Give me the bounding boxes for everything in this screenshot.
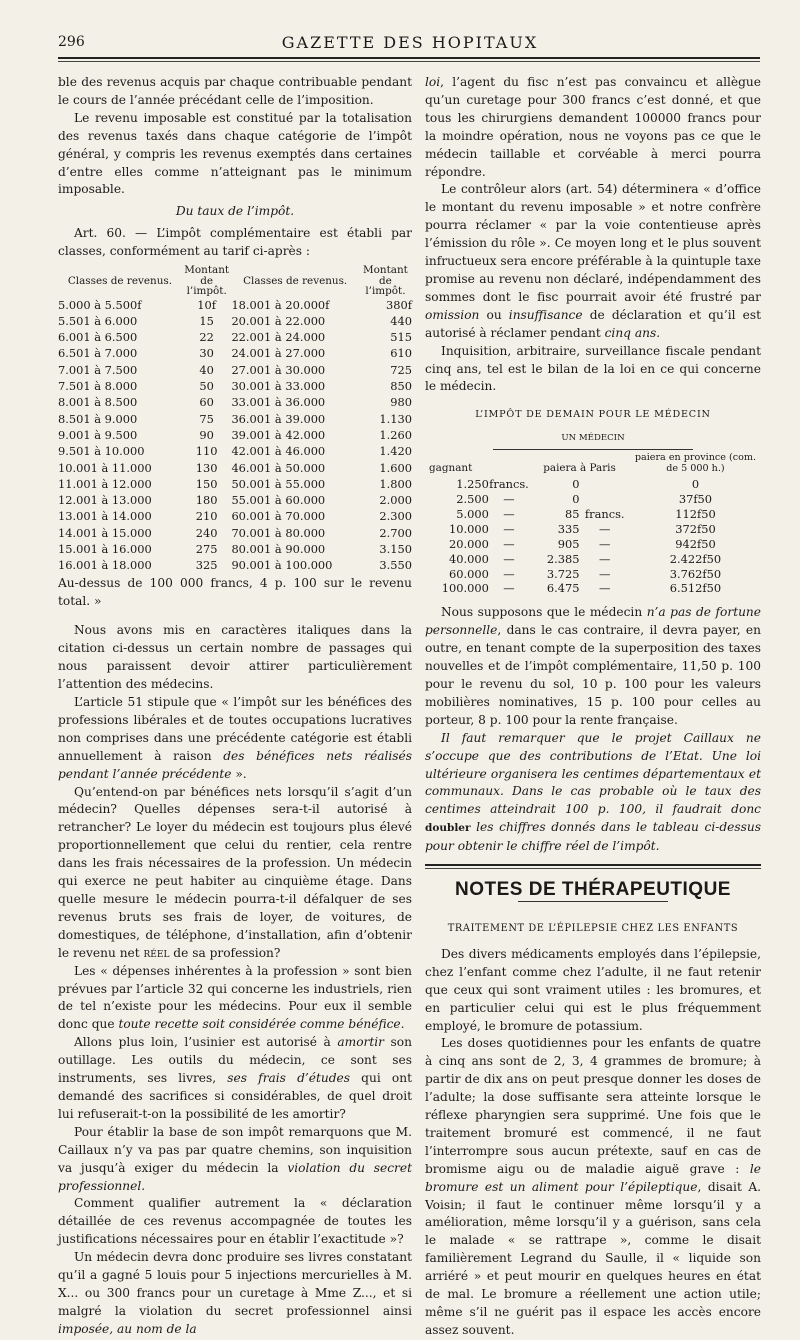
table-cell: 110 bbox=[195, 444, 218, 459]
table-cell: 37f50 bbox=[678, 492, 713, 507]
text: Les doses quotidiennes pour les enfants de quatre à cinq ans sont de 2, 3, 4 grammes de bromure; à partir de dix ans on peut presque donner les doses de l’adulte; la dose suffisante sera atteinte lorsque le réflexe pharyngien sera supprimé. Une fois que le traitement bromuré est commencé, il ne faut l’interrompre sous aucun prétexte, sauf en cas de bromisme aigu ou de maladie aiguë grave : bbox=[425, 1036, 761, 1176]
text: Allons plus loin, l’usinier est autorisé à bbox=[74, 1035, 338, 1050]
table-cell: 8.501 à 9.000 bbox=[58, 411, 138, 426]
smallcaps-text: réel bbox=[143, 945, 170, 960]
table-cell: 372f50 bbox=[675, 521, 716, 536]
paragraph: Inquisition, arbitraire, surveillance fiscale pendant cinq ans, tel est le bilan de la loi en ce qui concerne le médecin. bbox=[425, 343, 761, 394]
table-row bbox=[58, 476, 412, 492]
table-cell: 1.130 bbox=[379, 411, 412, 426]
table-row bbox=[58, 329, 412, 345]
table-cell: 39.001 à 42.000 bbox=[231, 427, 326, 442]
paragraph bbox=[425, 604, 761, 729]
paragraph bbox=[58, 1124, 412, 1196]
table-cell: 12.001 à 13.000 bbox=[58, 493, 152, 508]
table-row bbox=[58, 557, 412, 573]
table-cell: 6.512f50 bbox=[669, 581, 722, 596]
table-cell: 130 bbox=[195, 460, 218, 475]
table-row bbox=[58, 525, 412, 541]
table-cell: — bbox=[599, 566, 611, 581]
doc-table-title: L’IMPÔT DE DEMAIN POUR LE MÉDECIN bbox=[475, 409, 711, 421]
table-cell: — bbox=[503, 566, 515, 581]
header-rule-thin bbox=[58, 61, 760, 62]
table-row bbox=[58, 362, 412, 378]
table-row bbox=[425, 507, 761, 522]
paragraph bbox=[58, 784, 412, 963]
table-cell: 850 bbox=[390, 379, 412, 394]
table-cell: 3.725 bbox=[546, 566, 580, 581]
italic-text: toute recette soit considérée comme bénéfice. bbox=[118, 1017, 405, 1032]
running-title: GAZETTE DES HOPITAUX bbox=[281, 33, 539, 52]
text: ou bbox=[479, 307, 509, 322]
paragraph bbox=[58, 694, 412, 784]
paragraph bbox=[58, 963, 412, 1035]
header-rule bbox=[58, 57, 760, 59]
table-cell: 40 bbox=[199, 362, 214, 377]
table-cell: 6.475 bbox=[546, 581, 580, 596]
paragraph bbox=[58, 1249, 412, 1339]
italic-text: loi bbox=[425, 75, 441, 89]
italic-text: imposée, au nom de la bbox=[58, 1321, 197, 1336]
table-cell: 380f bbox=[386, 297, 412, 312]
table-cell: 5.000 à 5.500f bbox=[58, 297, 142, 312]
table-cell: 20.001 à 22.000 bbox=[231, 313, 326, 328]
table-row bbox=[58, 460, 412, 476]
table-row bbox=[425, 537, 761, 552]
italic-text: omission bbox=[425, 307, 480, 322]
table-cell: 1.250 bbox=[456, 477, 489, 492]
header-cell: Montant de l’impôt. bbox=[184, 264, 230, 298]
doc-table-header bbox=[425, 452, 761, 477]
text: Il faut remarquer que le projet Caillaux ne s’occupe que des contributions de l’Etat. Une loi ultérieure organisera les centimes départementaux et communaux. Dans le cas probable où le taux des centimes atteindrait 100 p. 100, il faudrait donc bbox=[425, 730, 761, 817]
doc-table-subtitle: UN MÉDECIN bbox=[561, 433, 625, 444]
table-row bbox=[58, 411, 412, 427]
text: Le contrôleur alors (art. 54) déterminera « d’office le montant du revenu imposable » et notre confrère pourra réclamer « par la voie contentieuse après l’émission du rôle ». Ce moyen long et le plus souvent infructueux sera encore préférable à la quintuple taxe promise au revenu non déclaré, indépendamment des sommes dont le fisc pourrait avoir été frustré par bbox=[425, 182, 761, 304]
table-row bbox=[58, 541, 412, 557]
table-cell: — bbox=[503, 536, 515, 551]
doc-table bbox=[425, 452, 761, 596]
table-cell: 6.001 à 6.500 bbox=[58, 330, 138, 345]
table-cell: 2.700 bbox=[379, 525, 412, 540]
table-cell: 100.000 bbox=[441, 581, 489, 596]
table-cell: 1.260 bbox=[379, 427, 412, 442]
table-cell: 60.001 à 70.000 bbox=[231, 509, 326, 524]
paragraph: Le revenu imposable est constitué par la totalisation des revenus taxés dans chaque catégorie de l’impôt général, y compris les revenus exemptés dans certaines d’entre elles comme n’atteignant pas le minimum imposable. bbox=[58, 110, 412, 197]
table-cell: 15 bbox=[199, 313, 214, 328]
table-cell: 22.001 à 24.000 bbox=[231, 330, 326, 345]
table-row bbox=[58, 378, 412, 394]
table-cell: 0 bbox=[572, 477, 580, 492]
text: de déclaration et qu’il est autorisé à réclamer pendant bbox=[425, 307, 762, 340]
text: qui ont demandé des sacrifices si considérables, de quel droit lui refuserait-t-on la possibilité de les amortir? bbox=[58, 1071, 412, 1121]
text: L’article 51 stipule que « l’impôt sur les bénéfices des professions libérales et de toutes occupations lucratives non comprises dans une précédente catégorie est établi annuellement à raison bbox=[58, 695, 412, 763]
table-row bbox=[425, 492, 761, 507]
table-cell: 40.000 bbox=[448, 551, 489, 566]
table-cell: 335 bbox=[557, 521, 580, 536]
tax-table bbox=[58, 265, 412, 574]
paragraph: Nous avons mis en caractères italiques dans la citation ci-dessus un certain nombre de passages qui nous paraissent devoir attirer particulièrement l’attention des médecins. bbox=[58, 623, 412, 692]
table-row bbox=[58, 443, 412, 459]
table-cell: 5.501 à 6.000 bbox=[58, 313, 138, 328]
header-cell: paiera en province (com. de 5 000 h.) bbox=[634, 452, 757, 475]
text: les chiffres donnés dans le tableau ci-dessus pour obtenir le chiffre réel de l’impôt. bbox=[425, 820, 761, 854]
table-cell: 942f50 bbox=[675, 536, 716, 551]
table-cell: 275 bbox=[195, 542, 218, 557]
table-cell: 80.001 à 90.000 bbox=[231, 542, 326, 557]
table-cell bbox=[580, 477, 630, 492]
table-cell: — bbox=[503, 506, 515, 521]
table-cell bbox=[580, 492, 630, 507]
table-cell: — bbox=[599, 536, 611, 551]
table-cell: 2.300 bbox=[379, 509, 412, 524]
table-cell: 240 bbox=[195, 525, 218, 540]
italic-text: cinq ans. bbox=[604, 325, 661, 340]
table-cell: 22 bbox=[199, 330, 214, 345]
paragraph bbox=[425, 1035, 761, 1339]
table-cell: 9.501 à 10.000 bbox=[58, 444, 145, 459]
paragraph: Comment qualifier autrement la « déclaration détaillée de ces revenus accompagnée de toutes les justifications nécessaires pour en établir l’exactitude »? bbox=[58, 1196, 412, 1247]
table-cell: 50.001 à 55.000 bbox=[231, 476, 326, 491]
table-cell: 10.000 bbox=[448, 521, 489, 536]
table-cell: — bbox=[503, 521, 515, 536]
table-cell: 30.001 à 33.000 bbox=[231, 379, 326, 394]
table-cell: 905 bbox=[557, 536, 580, 551]
table-cell: 36.001 à 39.000 bbox=[231, 411, 326, 426]
table-cell: — bbox=[503, 551, 515, 566]
table-cell: 24.001 à 27.000 bbox=[231, 346, 326, 361]
table-row bbox=[425, 522, 761, 537]
table-cell: 60.000 bbox=[448, 566, 489, 581]
table-cell: — bbox=[599, 551, 611, 566]
italic-text: des bénéfices nets réalisés pendant l’année précédente bbox=[58, 748, 412, 781]
table-cell: francs. bbox=[489, 477, 529, 492]
table-cell: 5.000 bbox=[456, 506, 489, 521]
text: Qu’entend-on par bénéfices nets lorsqu’il s’agit d’un médecin? Quelles dépenses sera-t-il autorisé à retrancher? Le loyer du médecin est toujours plus élevé proportionnellement que celui du rentier, cela rentre dans les frais nécessaires de la profession. Un médecin qui exerce ne peut habiter au cinquième étage. Dans quelle mesure le médecin pourra-t-il défalquer de ses revenus bruts ses frais de loyer, de voitures, de domestiques, de téléphone, d’installation, afin d’obtenir le revenu net bbox=[58, 784, 412, 960]
table-cell: 14.001 à 15.000 bbox=[58, 525, 152, 540]
table-cell: 112f50 bbox=[675, 506, 716, 521]
text: ». bbox=[231, 766, 247, 781]
table-cell: 75 bbox=[199, 411, 214, 426]
table-cell: 11.001 à 12.000 bbox=[58, 476, 152, 491]
italic-text: insuffisance bbox=[508, 307, 583, 322]
italic-text: amortir bbox=[337, 1035, 384, 1050]
header-cell: Montant de l’impôt. bbox=[363, 264, 408, 298]
section-subtitle: TRAITEMENT DE L’ÉPILEPSIE CHEZ LES ENFANTS bbox=[447, 922, 739, 934]
table-cell: 90 bbox=[199, 427, 214, 442]
italic-text: ses frais d’études bbox=[227, 1071, 351, 1086]
table-cell: 150 bbox=[195, 476, 218, 491]
table-cell: 7.501 à 8.000 bbox=[58, 379, 138, 394]
italic-text: n’a pas de fortune personnelle bbox=[425, 605, 761, 638]
table-cell: 16.001 à 18.000 bbox=[58, 558, 152, 573]
left-column bbox=[58, 74, 412, 1339]
divider bbox=[493, 449, 693, 450]
table-cell: 90.001 à 100.000 bbox=[231, 558, 333, 573]
table-cell: 2.000 bbox=[379, 493, 412, 508]
table-cell: 10f bbox=[197, 297, 217, 312]
table-cell: 1.420 bbox=[379, 444, 412, 459]
table-cell: 180 bbox=[195, 493, 218, 508]
table-row bbox=[58, 427, 412, 443]
table-row bbox=[425, 477, 761, 492]
text: , disait A. Voisin; il faut le continuer même lorsqu’il y a amélioration, même lorsqu’il y a guérison, sans cela le malade « se rattrape », comme le disait familièrement Legrand du Saulle, il « liquide son arriéré » et peut mourir en quelques heures en état de mal. Le bromure a réellement une action utile; même s’il ne guérit pas il espace les accès encore assez souvent. bbox=[425, 1179, 761, 1337]
table-cell: 2.422f50 bbox=[669, 551, 722, 566]
table-row bbox=[58, 297, 412, 313]
paragraph bbox=[425, 181, 761, 342]
text: Nous supposons que le médecin bbox=[441, 605, 647, 620]
table-cell: 30 bbox=[199, 346, 214, 361]
table-cell: 210 bbox=[195, 509, 218, 524]
table-cell: — bbox=[599, 521, 611, 536]
table-row bbox=[425, 552, 761, 567]
table-row bbox=[58, 313, 412, 329]
table-row bbox=[58, 394, 412, 410]
table-cell: 70.001 à 80.000 bbox=[231, 525, 326, 540]
article-60: Art. 60. — L’impôt complémentaire est établi par classes, conformément au tarif ci-après : bbox=[58, 226, 412, 259]
text: Un médecin devra donc produire ses livres constatant qu’il a gagné 5 louis pour 5 injections mercurielles à M. X... ou 300 francs pour un curetage à Mme Z..., et si malgré la violation du secret professionnel ainsi bbox=[58, 1250, 412, 1318]
header-cell: paiera à Paris bbox=[543, 462, 616, 475]
table-cell: 60 bbox=[199, 395, 214, 410]
table-cell: 20.000 bbox=[448, 536, 489, 551]
text: Les « dépenses inhérentes à la profession » sont bien prévues par l’article 32 qui concerne les industriels, rien de tel n’existe pour les médecins. Pour eux il semble donc que bbox=[58, 963, 412, 1032]
paragraph bbox=[425, 74, 761, 181]
table-cell: 18.001 à 20.000f bbox=[231, 297, 330, 312]
table-cell: 46.001 à 50.000 bbox=[231, 460, 326, 475]
table-cell: 27.001 à 30.000 bbox=[231, 362, 326, 377]
table-cell: 55.001 à 60.000 bbox=[231, 493, 326, 508]
tax-table-header bbox=[58, 265, 412, 297]
table-cell: 1.800 bbox=[379, 476, 412, 491]
table-cell: 50 bbox=[199, 379, 214, 394]
tax-table-footer: Au-dessus de 100 000 francs, 4 p. 100 sur le revenu total. » bbox=[58, 575, 412, 608]
italic-text: violation du secret professionnel. bbox=[58, 1160, 412, 1193]
table-cell: 33.001 à 36.000 bbox=[231, 395, 326, 410]
paragraph: ble des revenus acquis par chaque contribuable pendant le cours de l’année précédant celle de l’imposition. bbox=[58, 75, 412, 107]
table-cell: 85 bbox=[565, 506, 580, 521]
right-column bbox=[425, 74, 761, 1340]
table-cell: 13.001 à 14.000 bbox=[58, 509, 152, 524]
table-row bbox=[58, 508, 412, 524]
text: , dans le cas contraire, il devra payer, en outre, en tenant compte de la superposition des taxes nouvelles et de l’impôt complémentaire, 11,50 p. 100 pour le revenu du sol, 10 p. 100 pour les valeurs mobilières nominatives, 15 p. 100 pour celles au porteur, 8 p. 100 pour la rente française. bbox=[425, 623, 761, 727]
table-cell: 725 bbox=[390, 362, 412, 377]
table-row bbox=[425, 581, 761, 596]
header-cell: Classes de revenus. bbox=[67, 274, 173, 287]
table-cell: 325 bbox=[195, 558, 218, 573]
table-cell: 8.001 à 8.500 bbox=[58, 395, 138, 410]
table-cell: 515 bbox=[390, 330, 412, 345]
text: Pour établir la base de son impôt remarquons que M. Caillaux n’y va pas par quatre chemins, son inquisition va jusqu’à exiger du médecin la bbox=[58, 1124, 412, 1175]
paragraph: Des divers médicaments employés dans l’épilepsie, chez l’enfant comme chez l’adulte, il ne faut retenir que ceux qui sont vraiment utiles : les bromures, et en particulier celui qui est le plus fréquemment employé, le bromure de potassium. bbox=[425, 946, 761, 1033]
table-row bbox=[425, 567, 761, 582]
table-cell: 0 bbox=[572, 492, 580, 507]
table-cell: 3.550 bbox=[379, 558, 412, 573]
table-cell: 10.001 à 11.000 bbox=[58, 460, 152, 475]
table-cell: 9.001 à 9.500 bbox=[58, 427, 138, 442]
text: de sa profession? bbox=[169, 945, 281, 960]
table-cell: — bbox=[599, 581, 611, 596]
table-cell: 7.001 à 7.500 bbox=[58, 362, 138, 377]
table-cell: 3.150 bbox=[379, 542, 412, 557]
divider bbox=[518, 901, 668, 902]
table-cell: 610 bbox=[390, 346, 412, 361]
subheading-taux: Du taux de l’impôt. bbox=[175, 204, 295, 219]
table-cell: 3.762f50 bbox=[669, 566, 722, 581]
table-cell: francs. bbox=[584, 506, 625, 521]
table-cell: 42.001 à 46.000 bbox=[231, 444, 326, 459]
table-cell: — bbox=[503, 492, 515, 507]
table-cell: 440 bbox=[390, 313, 412, 328]
paragraph bbox=[425, 730, 761, 856]
table-row bbox=[58, 492, 412, 508]
table-cell: 6.501 à 7.000 bbox=[58, 346, 138, 361]
text: son outillage. Les outils du médecin, ce sont ses instruments, ses livres, bbox=[58, 1035, 412, 1086]
bold-text: doubler bbox=[425, 822, 471, 835]
table-cell: — bbox=[503, 581, 515, 596]
table-cell: 2.385 bbox=[546, 551, 580, 566]
table-cell: 0 bbox=[691, 477, 700, 492]
table-row bbox=[58, 345, 412, 361]
header-cell: gagnant bbox=[429, 462, 473, 475]
table-cell: 980 bbox=[390, 395, 412, 410]
section-title: NOTES DE THÉRAPEUTIQUE bbox=[455, 879, 731, 901]
table-cell: 1.600 bbox=[379, 460, 412, 475]
italic-text: le bromure est un aliment pour l’épileptique bbox=[425, 1161, 761, 1194]
header-cell: Classes de revenus. bbox=[243, 274, 348, 287]
page-number: 296 bbox=[58, 34, 85, 50]
text: , l’agent du fisc n’est pas convaincu et allègue qu’un curetage pour 300 francs c’est donné, et que tous les chirurgiens demandent 100000 francs pour la moindre opération, nous ne voyons pas ce que le médecin taillable et corvéable à merci pourra répondre. bbox=[425, 75, 761, 179]
table-cell: 15.001 à 16.000 bbox=[58, 542, 152, 557]
divider bbox=[425, 864, 761, 869]
paragraph bbox=[58, 1034, 412, 1124]
table-cell: 2.500 bbox=[456, 492, 489, 507]
